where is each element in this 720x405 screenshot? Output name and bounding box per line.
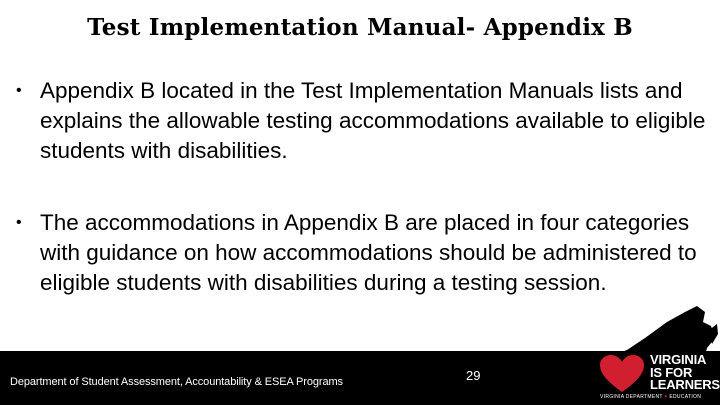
bullet-item [14,76,714,166]
slide-title: Test Implementation Manual- Appendix B [87,14,633,41]
page-number: 29 [466,368,481,383]
logo-sub-left: VIRGINIA DEPARTMENT [600,394,665,400]
bullet-text: The accommodations in Appendix B are placed in four categories with guidance on how accommodations should be administered to eligible students with disabilities during a testing session. [40,210,697,295]
department-name: Department of Student Assessment, Accountability & ESEA Programs [10,376,343,388]
logo-sub-right: EDUCATION [667,394,702,400]
bullet-list [14,76,714,298]
bullet-item [14,208,714,298]
mini-heart-icon: ♥ [664,394,668,400]
bullet-marker: • [16,214,22,231]
logo-subtitle [600,394,701,400]
logo-line-1: VIRGINIA [650,352,707,367]
heart-icon [598,354,646,394]
bullet-marker: • [16,82,22,99]
logo-line-2: IS FOR [650,364,693,380]
logo-wordmark [650,354,720,392]
virginia-is-for-learners-logo [598,352,720,402]
bullet-text: Appendix B located in the Test Implementation Manuals lists and explains the allowable testing accommodations available to eligible students with disabilities. [40,78,706,163]
logo-line-3: LEARNERS [650,377,720,392]
